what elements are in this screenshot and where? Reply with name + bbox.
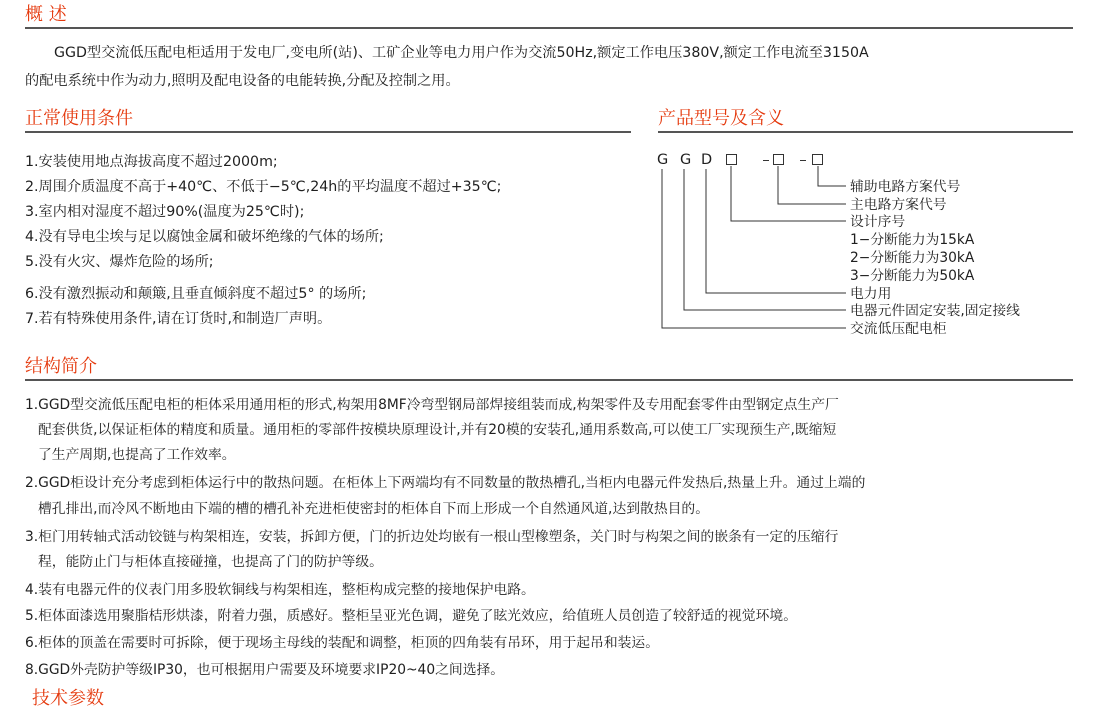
structure-line: 5.柜体面漆选用聚脂桔形烘漆，附着力强，质感好。整柜呈亚光色调，避免了眩光效应，给值班人员创造了较舒适的视觉环境。 (25, 608, 797, 624)
structure-line: 配套供货,以保证柜体的精度和质量。通用柜的零部件按模块原理设计,并有20模的安装孔,通用系数高,可以使工厂实现预生产,既缩短 (38, 422, 837, 438)
structure-line: 程，能防止门与柜体直接碰撞，也提高了门的防护等级。 (38, 554, 383, 570)
condition-item: 4.没有导电尘埃与足以腐蚀金属和破坏绝缘的气体的场所; (25, 229, 384, 245)
condition-item: 6.没有激烈振动和颠簸,且垂直倾斜度不超过5° 的场所; (25, 286, 367, 302)
model-letter-g1: G (657, 152, 669, 168)
model-label: 2−分断能力为30kA (850, 250, 975, 266)
model-label: 3−分断能力为50kA (850, 268, 975, 284)
model-label: 设计序号 (850, 214, 906, 230)
model-label: 辅助电路方案代号 (850, 179, 961, 195)
model-letter-d: D (701, 152, 713, 168)
overview-line-2: 的配电系统中作为动力,照明及配电设备的电能转换,分配及控制之用。 (25, 73, 460, 89)
condition-item: 3.室内相对湿度不超过90%(温度为25℃时); (25, 204, 305, 220)
structure-line: 槽孔排出,而冷风不断地由下端的槽的槽孔补充进柜使密封的柜体自下而上形成一个自然通风道,达到散热目的。 (38, 501, 710, 517)
structure-title: 结构简介 (25, 356, 97, 377)
condition-item: 2.周围介质温度不高于+40℃、不低于−5℃,24h的平均温度不超过+35℃; (25, 179, 502, 195)
condition-item: 1.安装使用地点海拔高度不超过2000m; (25, 154, 278, 170)
model-label: 交流低压配电柜 (850, 321, 947, 337)
condition-item: 5.没有火灾、爆炸危险的场所; (25, 254, 214, 270)
condition-item: 7.若有特殊使用条件,请在订货时,和制造厂声明。 (25, 311, 332, 327)
structure-line: 3.柜门用转轴式活动铰链与构架相连，安装，拆卸方便，门的折边处均嵌有一根山型橡塑条，关门时与构架之间的嵌条有一定的压缩行 (25, 529, 839, 545)
structure-line: 8.GGD外壳防护等级IP30，也可根据用户需要及环境要求IP20~40之间选择。 (25, 662, 505, 678)
structure-divider (25, 379, 1073, 381)
overview-line-1: GGD型交流低压配电柜适用于发电厂,变电所(站)、工矿企业等电力用户作为交流50Hz,额定工作电压380V,额定工作电流至3150A (54, 45, 869, 61)
structure-line: 4.装有电器元件的仪表门用多股软铜线与构架相连，整柜构成完整的接地保护电路。 (25, 582, 535, 598)
model-title: 产品型号及含义 (658, 108, 784, 129)
structure-line: 1.GGD型交流低压配电柜的柜体采用通用柜的形式,构架用8MF冷弯型钢局部焊接组装而成,构架零件及专用配套零件由型钢定点生产厂 (25, 397, 839, 413)
tech-title: 技术参数 (32, 688, 104, 709)
structure-line: 2.GGD柜设计充分考虑到柜体运行中的散热问题。在柜体上下两端均有不同数量的散热槽孔,当柜内电器元件发热后,热量上升。通过上端的 (25, 475, 866, 491)
model-label: 电力用 (850, 286, 892, 302)
model-label: 1−分断能力为15kA (850, 232, 975, 248)
conditions-title: 正常使用条件 (25, 108, 133, 129)
overview-title: 概 述 (25, 4, 67, 25)
model-label: 主电路方案代号 (850, 197, 947, 213)
structure-line: 了生产周期,也提高了工作效率。 (38, 447, 236, 463)
model-label: 电器元件固定安装,固定接线 (850, 303, 1020, 319)
model-letter-g2: G (680, 152, 692, 168)
structure-line: 6.柜体的顶盖在需要时可拆除，便于现场主母线的装配和调整，柜顶的四角装有吊环，用于起吊和装运。 (25, 635, 660, 651)
